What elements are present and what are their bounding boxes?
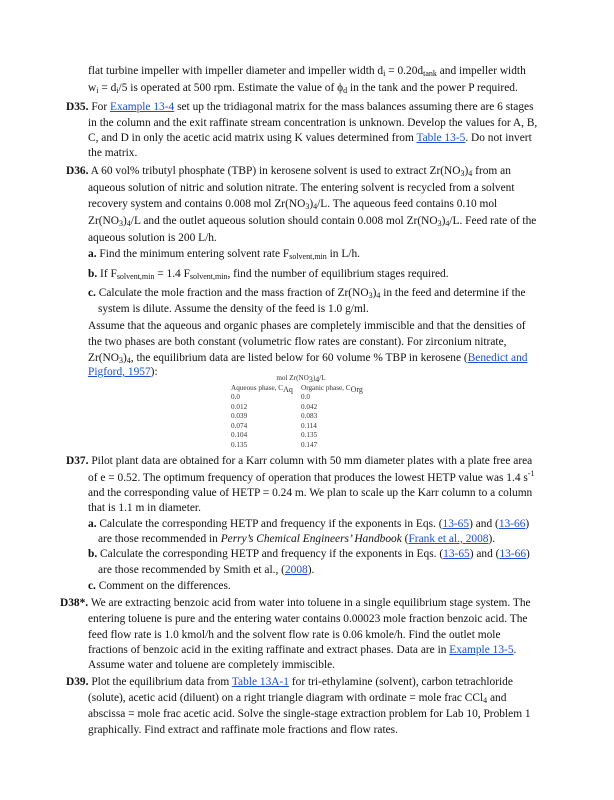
cell-aqueous: 0.012	[231, 402, 248, 411]
eq-13-66-link[interactable]: 13-66	[499, 548, 527, 560]
text: ).	[488, 533, 496, 545]
table-row	[231, 441, 371, 451]
text: and the corresponding value of HETP = 0.24 m. We plan to scale up the Karr column to a column	[88, 487, 533, 499]
text: )	[123, 215, 127, 227]
text: )	[464, 165, 469, 177]
text: flat turbine impeller with impeller diameter and impeller width d	[88, 65, 384, 77]
subscript: 4	[313, 202, 318, 211]
text: = 1.4 F	[154, 268, 190, 280]
cell-organic: 0.083	[301, 412, 318, 420]
part-label: c.	[88, 287, 96, 299]
problem-d36-assume-line-1	[88, 318, 526, 335]
text: the matrix.	[88, 147, 138, 159]
problem-number: D38*.	[60, 597, 89, 609]
cell-organic: 0.135	[301, 431, 318, 439]
problem-d39-line-2	[88, 690, 506, 707]
text: w	[88, 82, 97, 94]
table-header-row	[231, 384, 371, 394]
cell-organic: 0.114	[301, 421, 317, 430]
subscript: 4	[483, 696, 488, 705]
cell-organic: 0.042	[301, 402, 318, 411]
problem-d36-line-2	[88, 180, 515, 197]
text: , the equilibrium data are listed below for 60 volume % TBP in kerosene (	[130, 352, 468, 364]
text: )	[372, 287, 377, 299]
text: set up the tridiagonal matrix for the mass balances assuming there are 6 stages	[174, 101, 534, 113]
text: . Do not invert	[465, 132, 532, 144]
text: (	[401, 533, 409, 545]
text: in L/h.	[326, 248, 361, 260]
problem-d37-part-b-line-2	[98, 562, 314, 579]
text: )	[525, 518, 530, 530]
problem-d36-part-c-line-2	[98, 301, 369, 318]
text: )	[123, 352, 127, 364]
text: , find the number of equilibrium stages required.	[227, 268, 449, 280]
text: /5 is operated at 500 rpm. Estimate the value of ϕ	[118, 82, 344, 94]
problem-d38-line-5	[88, 657, 335, 674]
table-row	[231, 431, 371, 441]
problem-d36-part-b	[88, 266, 449, 283]
text: /L	[319, 374, 326, 382]
text: Find the minimum entering solvent rate F	[96, 248, 290, 260]
problem-d38-line-2	[88, 611, 527, 628]
text: in the tank and the power P required.	[347, 82, 518, 94]
problem-d36-part-c-line-1	[88, 285, 526, 302]
text: in the column and the exit raffinate stream concentration is unknown. Develop the values for A, B,	[88, 117, 538, 129]
text: ).	[307, 564, 315, 576]
subscript: 3	[119, 356, 123, 365]
problem-number: D36.	[66, 165, 89, 177]
text: from an	[472, 165, 511, 177]
text: aqueous solution is 200 L/h.	[88, 232, 217, 244]
problem-d35-line-3	[88, 130, 532, 147]
subscript: 4	[376, 291, 381, 300]
text: abscissa = mole frac acetic acid. Solve the single-stage extraction problem for Lab 10, Problem 1	[88, 708, 531, 720]
book-title: Perry’s Chemical Engineers’ Handbook	[220, 533, 402, 545]
subscript: Aq	[283, 384, 293, 394]
eq-13-65-link[interactable]: 13-65	[443, 548, 470, 560]
column-header-organic	[301, 384, 363, 394]
text: Pilot plant data are obtained for a Karr column with 50 mm diameter plates with a plate free area	[88, 455, 533, 467]
text: are those recommended by Smith et al., (	[98, 564, 285, 576]
intro-line-1	[88, 63, 526, 80]
subscript: 3	[305, 202, 310, 211]
subscript: 4	[468, 169, 473, 178]
problem-d35-line-4	[88, 145, 137, 162]
subscript: 4	[126, 356, 131, 365]
text: Zr(NO	[88, 352, 119, 364]
text: and impeller width	[436, 65, 526, 77]
text: )	[526, 548, 530, 560]
problem-d39-line-3	[88, 706, 531, 723]
cell-aqueous: 0.039	[231, 412, 248, 420]
subscript: solvent,min	[116, 272, 155, 281]
problem-number: D37.	[66, 455, 89, 467]
cell-aqueous: 0.074	[231, 421, 248, 430]
text: Zr(NO	[88, 215, 119, 227]
subscript: 3	[437, 219, 442, 228]
subscript: 4	[445, 219, 450, 228]
cell-organic: 0.0	[301, 393, 310, 401]
text: and	[487, 692, 507, 704]
subscript: 3	[460, 169, 465, 178]
part-label: b.	[88, 268, 98, 280]
text: .	[513, 644, 517, 656]
problem-d36-line-3	[88, 196, 497, 213]
column-header-aqueous	[231, 384, 293, 394]
problem-d35-line-1	[66, 99, 534, 116]
text: that is 1.1 m in diameter.	[88, 502, 201, 514]
problem-d36-line-5	[88, 230, 217, 247]
table-13a-1-link[interactable]: Table 13A-1	[231, 676, 289, 688]
subscript: 3	[308, 375, 313, 384]
text: Calculate the corresponding HETP and frequency if the exponents in Eqs. (	[97, 548, 444, 560]
cell-aqueous: 0.0	[231, 393, 240, 401]
subscript: 4	[315, 375, 320, 384]
text: ):	[150, 366, 158, 378]
text: Assume water and toluene are completely immiscible.	[88, 659, 336, 671]
problem-number: D39.	[66, 676, 89, 688]
subscript: i	[383, 69, 386, 78]
example-13-4-link[interactable]: Example 13-4	[110, 101, 175, 113]
text: Organic phase, C	[301, 383, 351, 392]
problem-d39-line-4	[88, 722, 398, 739]
text: A 60 vol% tributyl phosphate (TBP) in kerosene solvent is used to extract Zr(NO	[88, 165, 461, 177]
text: system is dilute. Assume the density of the feed is 1.0 g/ml.	[98, 303, 369, 315]
cell-aqueous: 0.135	[231, 440, 248, 449]
frank-2008-link[interactable]: Frank et al., 2008	[408, 533, 489, 545]
smith-2008-link[interactable]: 2008	[284, 564, 308, 576]
table-13-5-link[interactable]: Table 13-5	[416, 132, 466, 144]
problem-d37-part-b-line-1	[88, 546, 530, 563]
text: For	[88, 101, 110, 113]
text: entering toluene is pure and the entering water contains 0.00023 mole fraction benzoic acid. The	[88, 613, 528, 625]
eq-13-65-link[interactable]: 13-65	[442, 518, 470, 530]
text: Aqueous phase, C	[231, 383, 284, 392]
text: )	[312, 374, 316, 382]
table-row	[231, 393, 371, 403]
part-label: a.	[88, 248, 97, 260]
intro-line-2	[88, 80, 518, 97]
text: Calculate the mole fraction and the mass fraction of Zr(NO	[95, 287, 369, 299]
part-label: a.	[88, 518, 97, 530]
text: aqueous solution of nitric and solution nitrate. The entering solvent is recycled from a solvent	[88, 182, 515, 194]
subscript: i	[116, 86, 119, 95]
problem-d36-part-a	[88, 246, 360, 263]
table-title	[231, 374, 371, 384]
subscript: 4	[126, 219, 131, 228]
text: for tri-ethylamine (solvent), carbon tetrachloride	[288, 676, 513, 688]
example-13-5-link[interactable]: Example 13-5	[449, 644, 514, 656]
problem-d36-line-1	[66, 163, 511, 180]
text: /L. The aqueous feed contains 0.10 mol	[317, 198, 498, 210]
text: in the feed and determine if the	[380, 287, 526, 299]
benedict-pigford-link-cont[interactable]: Pigford, 1957	[88, 366, 151, 378]
text: fractions of benzoic acid in the exiting raffinate and extract phases. Data are in	[88, 644, 450, 656]
text: ) and (	[469, 518, 499, 530]
text: Calculate the corresponding HETP and frequency if the exponents in Eqs. (	[96, 518, 443, 530]
text: Plot the equilibrium data from	[88, 676, 232, 688]
problem-d37-line-1	[66, 453, 532, 470]
text: = 0.20d	[385, 65, 424, 77]
text: mol Zr(NO	[276, 374, 309, 382]
problem-number: D35.	[66, 101, 89, 113]
subscript: 3	[368, 291, 373, 300]
cell-organic: 0.147	[301, 440, 318, 449]
table-row	[231, 403, 371, 413]
text: graphically. Find extract and raffinate mole fractions and flow rates.	[88, 724, 398, 736]
table-row	[231, 422, 371, 432]
text: /L. Feed rate of the	[449, 215, 537, 227]
subscript: Org	[350, 384, 363, 394]
text: /L and the outlet aqueous solution should contain 0.008 mol Zr(NO	[130, 215, 438, 227]
problem-d37-line-4	[88, 500, 201, 517]
text: Comment on the differences.	[95, 580, 231, 592]
table-row	[231, 412, 371, 422]
subscript: solvent,min	[189, 272, 228, 281]
problem-d36-assume-line-4	[88, 364, 158, 381]
part-label: c.	[88, 580, 96, 592]
problem-d36-line-4	[88, 213, 536, 230]
eq-13-66-link[interactable]: 13-66	[498, 518, 526, 530]
text: the two phases are both constant (volumetric flow rates are constant). For zirconium nitrate,	[88, 336, 507, 348]
subscript: 3	[119, 219, 123, 228]
subscript: d	[343, 86, 348, 95]
superscript: -1	[527, 469, 535, 478]
text: )	[441, 215, 446, 227]
text: Assume that the aqueous and organic phases are completely immiscible and that the densities of	[88, 320, 526, 332]
subscript: solvent,min	[289, 252, 327, 261]
problem-d39-line-1	[66, 674, 513, 691]
text: If F	[97, 268, 117, 280]
subscript: i	[96, 86, 99, 95]
benedict-pigford-link[interactable]: Benedict and	[467, 352, 528, 364]
text: are those recommended in	[98, 533, 221, 545]
text: We are extracting benzoic acid from water into toluene in a single equilibrium stage system. The	[88, 597, 531, 609]
text: feed flow rate is 1.0 kmol/h and the solvent flow rate is 0.06 kmole/h. Find the outlet mole	[88, 629, 501, 641]
equilibrium-data-table	[231, 374, 371, 450]
text: )	[309, 198, 314, 210]
text: = d	[98, 82, 117, 94]
part-label: b.	[88, 548, 98, 560]
text: of e = 0.52. The optimum frequency of operation that produces the lowest HETP value was 1.4 s	[88, 472, 528, 484]
cell-aqueous: 0.104	[231, 431, 248, 439]
problem-d36-assume-line-2	[88, 334, 506, 351]
problem-d37-part-c	[88, 578, 231, 595]
subscript: tank	[423, 69, 437, 78]
text: ) and (	[469, 548, 500, 560]
text: recovery system and contains 0.008 mol Zr(NO	[88, 198, 306, 210]
text: C, and D in only the acetic acid matrix using K values determined from	[88, 132, 417, 144]
problem-d38-line-1	[60, 595, 531, 612]
text: (solute), acetic acid (diluent) on a right triangle diagram with ordinate = mole frac CCl	[88, 692, 484, 704]
